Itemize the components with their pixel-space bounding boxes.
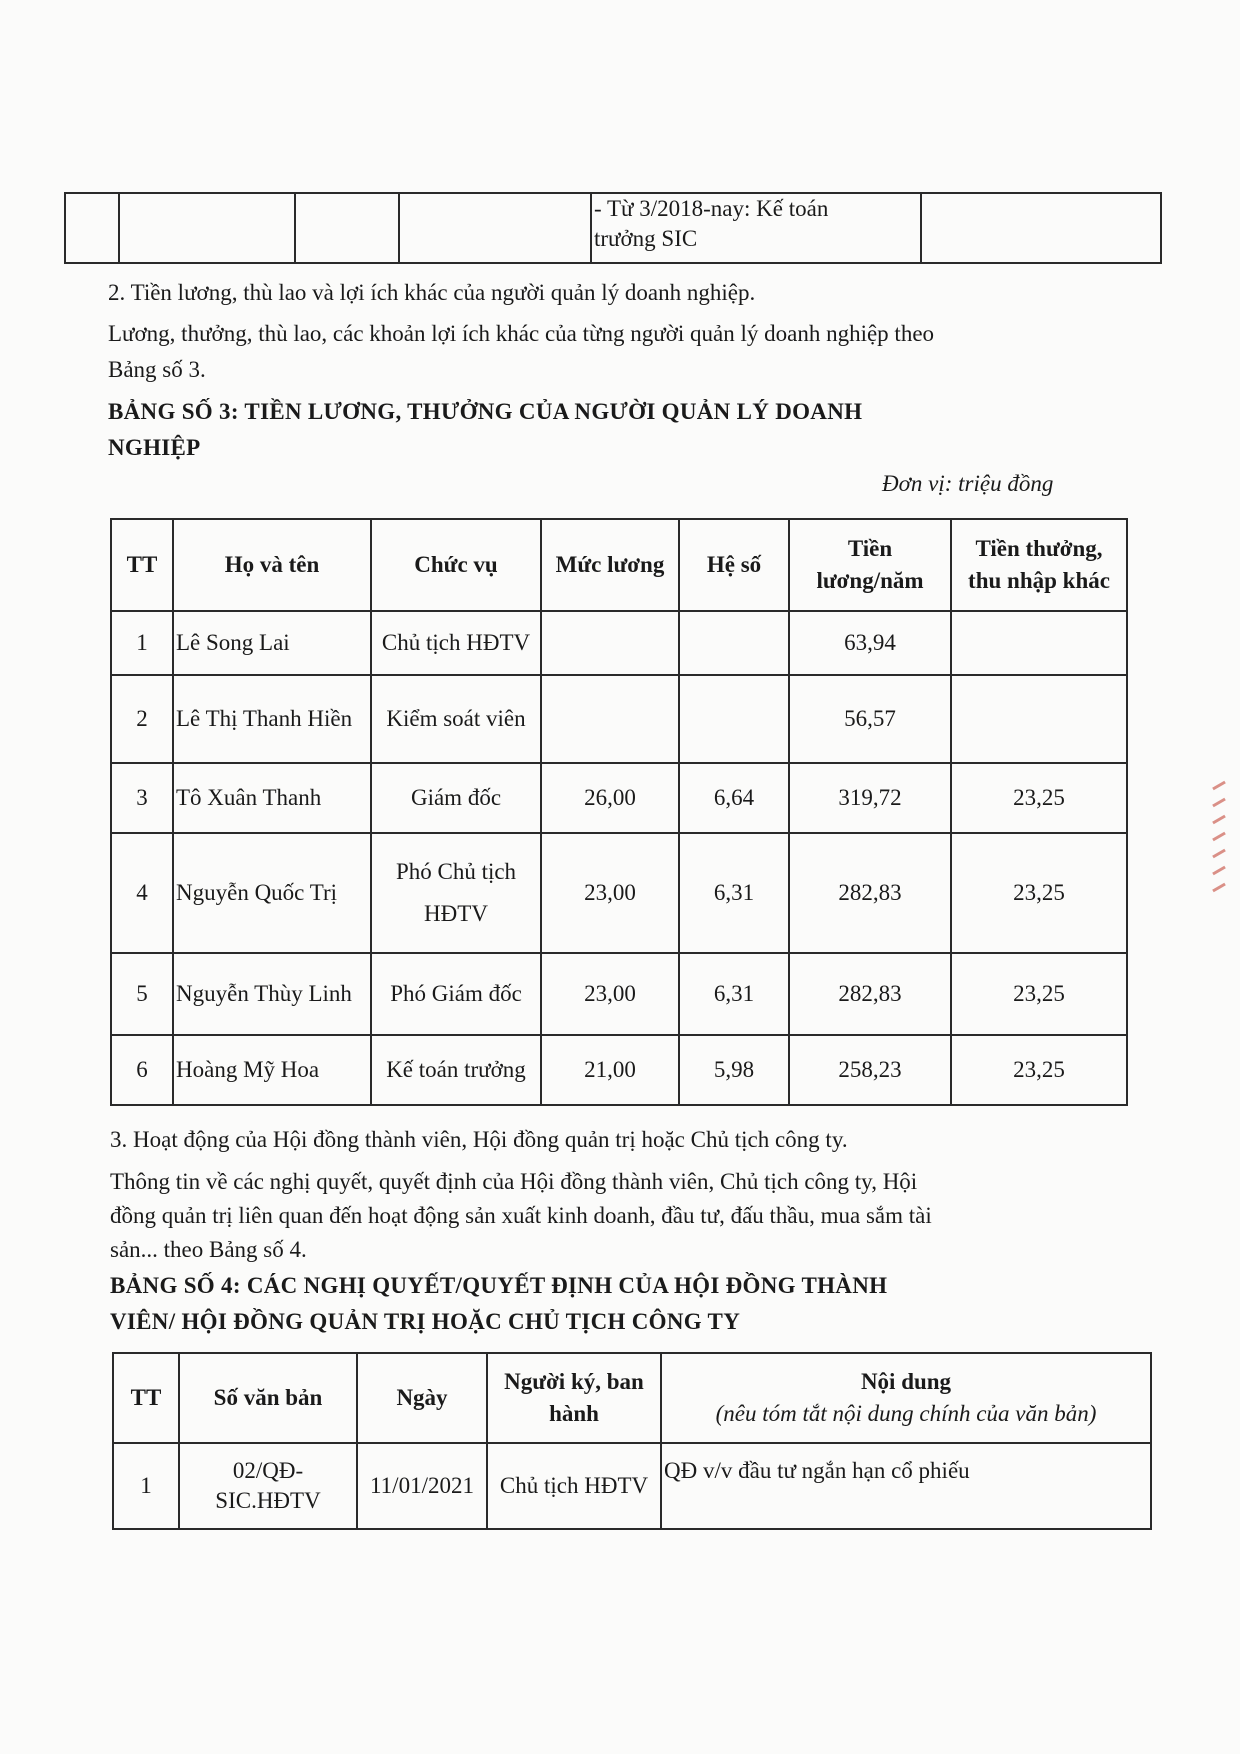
cell-name: Lê Song Lai xyxy=(173,611,371,675)
cell-tt: 3 xyxy=(111,763,173,833)
cell-position xyxy=(371,833,541,953)
table3-title xyxy=(108,394,862,466)
resolutions-table xyxy=(112,1352,1152,1530)
header-name: Họ và tên xyxy=(173,519,371,611)
cell-date: 11/01/2021 xyxy=(357,1443,487,1529)
header-bonus-line: Tiền thưởng, xyxy=(975,536,1103,561)
table-row xyxy=(113,1443,1151,1529)
cell-coefficient xyxy=(679,611,789,675)
header-signer-line: hành xyxy=(549,1401,599,1426)
cell-position: Phó Giám đốc xyxy=(371,953,541,1035)
table4-title xyxy=(110,1268,887,1340)
cell-name: Lê Thị Thanh Hiền xyxy=(173,675,371,763)
cell-bonus: 23,25 xyxy=(951,1035,1127,1105)
header-annual-salary-line: Tiền xyxy=(847,536,893,561)
cell-coefficient: 6,31 xyxy=(679,833,789,953)
table-row xyxy=(111,953,1127,1035)
section2-body-line: Bảng số 3. xyxy=(108,357,206,382)
cell-doc-no xyxy=(179,1443,357,1529)
top-table-cell-text xyxy=(591,193,921,263)
header-signer-line: Người ký, ban xyxy=(504,1369,644,1394)
section3-body-line: Thông tin về các nghị quyết, quyết định của Hội đồng thành viên, Chủ tịch công ty, Hội xyxy=(110,1169,918,1194)
stamp-mark xyxy=(1212,770,1234,1000)
cell-name: Hoàng Mỹ Hoa xyxy=(173,1035,371,1105)
cell-annual-salary: 258,23 xyxy=(789,1035,951,1105)
cell-position-line: Phó Chủ tịch xyxy=(395,859,517,884)
top-table-text-line: trưởng SIC xyxy=(594,226,698,251)
cell-position: Chủ tịch HĐTV xyxy=(371,611,541,675)
cell-salary-level: 23,00 xyxy=(541,833,679,953)
cell-coefficient: 5,98 xyxy=(679,1035,789,1105)
section2-body-line: Lương, thưởng, thù lao, các khoản lợi ích khác của từng người quản lý doanh nghiệp theo xyxy=(108,321,935,346)
cell-position: Kiểm soát viên xyxy=(371,675,541,763)
cell-position-line: HĐTV xyxy=(424,901,488,926)
header-content-note: (nêu tóm tắt nội dung chính của văn bản) xyxy=(715,1401,1097,1426)
header-date: Ngày xyxy=(357,1353,487,1443)
cell-doc-no-line: 02/QĐ- xyxy=(232,1458,304,1483)
section3-body-line: sản... theo Bảng số 4. xyxy=(110,1237,307,1262)
cell-doc-no-line: SIC.HĐTV xyxy=(215,1488,321,1513)
cell-tt: 5 xyxy=(111,953,173,1035)
cell-tt: 1 xyxy=(113,1443,179,1529)
cell-salary-level xyxy=(541,611,679,675)
cell-salary-level: 21,00 xyxy=(541,1035,679,1105)
cell-coefficient: 6,64 xyxy=(679,763,789,833)
cell-bonus: 23,25 xyxy=(951,833,1127,953)
top-table-text-line: - Từ 3/2018-nay: Kế toán xyxy=(594,196,829,221)
table4-title-line: VIÊN/ HỘI ĐỒNG QUẢN TRỊ HOẶC CHỦ TỊCH CÔNG TY xyxy=(110,1309,741,1334)
section2-heading: 2. Tiền lương, thù lao và lợi ích khác của người quản lý doanh nghiệp. xyxy=(108,280,756,305)
top-table-cell xyxy=(65,193,119,263)
header-signer xyxy=(487,1353,661,1443)
cell-tt: 6 xyxy=(111,1035,173,1105)
table3-title-line: NGHIỆP xyxy=(108,435,201,460)
table4-title-line: BẢNG SỐ 4: CÁC NGHỊ QUYẾT/QUYẾT ĐỊNH CỦA HỘI ĐỒNG THÀNH xyxy=(110,1273,888,1298)
cell-name: Tô Xuân Thanh xyxy=(173,763,371,833)
cell-bonus: 23,25 xyxy=(951,953,1127,1035)
table-row xyxy=(111,833,1127,953)
cell-tt: 1 xyxy=(111,611,173,675)
header-position: Chức vụ xyxy=(371,519,541,611)
cell-content: QĐ v/v đầu tư ngắn hạn cổ phiếu xyxy=(661,1443,1151,1529)
table-row xyxy=(111,611,1127,675)
section3-heading: 3. Hoạt động của Hội đồng thành viên, Hội đồng quản trị hoặc Chủ tịch công ty. xyxy=(110,1127,848,1152)
header-bonus-line: thu nhập khác xyxy=(968,568,1110,593)
header-annual-salary xyxy=(789,519,951,611)
salary-table xyxy=(110,518,1128,1106)
table-row xyxy=(111,763,1127,833)
table3-title-line: BẢNG SỐ 3: TIỀN LƯƠNG, THƯỞNG CỦA NGƯỜI QUẢN LÝ DOANH xyxy=(108,399,863,424)
header-salary-level: Mức lương xyxy=(541,519,679,611)
cell-coefficient xyxy=(679,675,789,763)
cell-salary-level: 26,00 xyxy=(541,763,679,833)
cell-annual-salary: 282,83 xyxy=(789,953,951,1035)
section3-body-line: đồng quản trị liên quan đến hoạt động sản xuất kinh doanh, đầu tư, đấu thầu, mua sắm tài xyxy=(110,1203,932,1228)
cell-position: Giám đốc xyxy=(371,763,541,833)
cell-bonus: 23,25 xyxy=(951,763,1127,833)
top-table-fragment xyxy=(64,192,1162,264)
table-row xyxy=(111,675,1127,763)
cell-annual-salary: 319,72 xyxy=(789,763,951,833)
cell-tt: 2 xyxy=(111,675,173,763)
cell-bonus xyxy=(951,611,1127,675)
top-table-cell xyxy=(921,193,1161,263)
cell-salary-level: 23,00 xyxy=(541,953,679,1035)
cell-bonus xyxy=(951,675,1127,763)
header-coefficient: Hệ số xyxy=(679,519,789,611)
cell-annual-salary: 282,83 xyxy=(789,833,951,953)
header-tt: TT xyxy=(113,1353,179,1443)
top-table-cell xyxy=(295,193,399,263)
cell-position: Kế toán trưởng xyxy=(371,1035,541,1105)
cell-signer: Chủ tịch HĐTV xyxy=(487,1443,661,1529)
header-tt: TT xyxy=(111,519,173,611)
cell-tt: 4 xyxy=(111,833,173,953)
header-content xyxy=(661,1353,1151,1443)
top-table-cell xyxy=(399,193,591,263)
header-content-line: Nội dung xyxy=(860,1369,952,1394)
table-row xyxy=(111,1035,1127,1105)
header-bonus xyxy=(951,519,1127,611)
cell-salary-level xyxy=(541,675,679,763)
cell-coefficient: 6,31 xyxy=(679,953,789,1035)
top-table-cell xyxy=(119,193,295,263)
cell-name: Nguyễn Thùy Linh xyxy=(173,953,371,1035)
table3-unit: Đơn vị: triệu đồng xyxy=(882,471,1054,496)
cell-annual-salary: 63,94 xyxy=(789,611,951,675)
header-doc-no: Số văn bản xyxy=(179,1353,357,1443)
cell-name: Nguyễn Quốc Trị xyxy=(173,833,371,953)
cell-annual-salary: 56,57 xyxy=(789,675,951,763)
header-annual-salary-line: lương/năm xyxy=(816,568,924,593)
